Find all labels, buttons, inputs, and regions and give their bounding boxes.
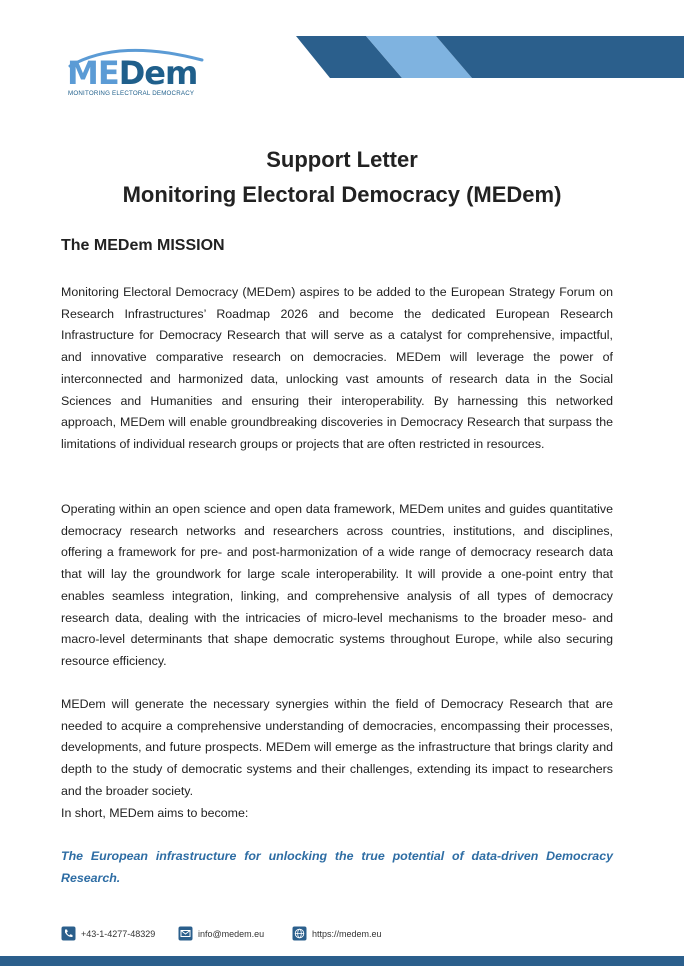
paragraph-1: Monitoring Electoral Democracy (MEDem) aspires to be added to the European Strategy Forum on Research Infrastructures’ Roadmap 2026 and become the dedicated European Research Infrastructure for Democracy Research that will serve as a catalyst for comprehensive, impactful, and innovative comparative research on democracies. MEDem will leverage the power of interconnected and harmonized data, unlocking vast amounts of research data in the Social Sciences and Humanities and ensuring their interoperability. By harnessing this networked approach, MEDem will enable groundbreaking discoveries in Democracy Research that surpass the limitations of individual research groups or projects that are often restricted in resources. bbox=[61, 285, 613, 451]
header-stripe-dark-right bbox=[436, 36, 684, 78]
section-heading: The MEDem MISSION bbox=[61, 237, 225, 254]
logo-dem: Dem bbox=[118, 54, 198, 92]
logo-me: ME bbox=[67, 54, 119, 92]
header-decoration bbox=[296, 36, 684, 78]
paragraph-3-tail: In short, MEDem aims to become: bbox=[61, 806, 249, 820]
footer-phone-text: +43-1-4277-48329 bbox=[81, 928, 156, 939]
mission-quote: The European infrastructure for unlocking the true potential of data-driven Democracy Research. bbox=[61, 849, 613, 885]
medem-logo bbox=[64, 44, 209, 102]
footer-email-text: info@medem.eu bbox=[198, 928, 265, 939]
footer-phone[interactable] bbox=[61, 926, 155, 941]
paragraph-3: MEDem will generate the necessary synergies within the field of Democracy Research that are needed to acquire a comprehensive understanding of democracies, encompassing their processes, developments, and future prospects. MEDem will emerge as the infrastructure that brings clarity and depth to the study of democratic systems and their challenges, extending its impact to researchers and the broader society. bbox=[61, 697, 613, 798]
phone-icon bbox=[61, 926, 76, 941]
globe-icon bbox=[292, 926, 307, 941]
paragraph-2: Operating within an open science and open data framework, MEDem unites and guides quantitative democracy research networks and researchers across countries, institutions, and disciplines, offering a framework for pre- and post-harmonization of a wide range of democracy research data that will lay the groundwork for large scale interoperability. It will provide a one-point entry that enables seamless integration, linking, and comprehensive analysis of all types of democracy research data, dealing with the intricacies of micro-level mechanisms to the broader meso- and macro-level determinants that shape democratic systems throughout Europe, while also securing resource efficiency. bbox=[61, 502, 613, 668]
logo-tagline: MONITORING ELECTORAL DEMOCRACY bbox=[68, 90, 195, 97]
footer-website-text: https://medem.eu bbox=[312, 928, 382, 939]
document-title bbox=[0, 142, 684, 212]
footer-email[interactable] bbox=[178, 926, 264, 941]
title-line-1: Support Letter bbox=[266, 147, 418, 172]
title-line-2: Monitoring Electoral Democracy (MEDem) bbox=[122, 182, 562, 207]
footer-bar bbox=[0, 956, 684, 966]
footer-website[interactable] bbox=[292, 926, 382, 941]
logo-wordmark bbox=[67, 54, 197, 92]
email-icon bbox=[178, 926, 193, 941]
